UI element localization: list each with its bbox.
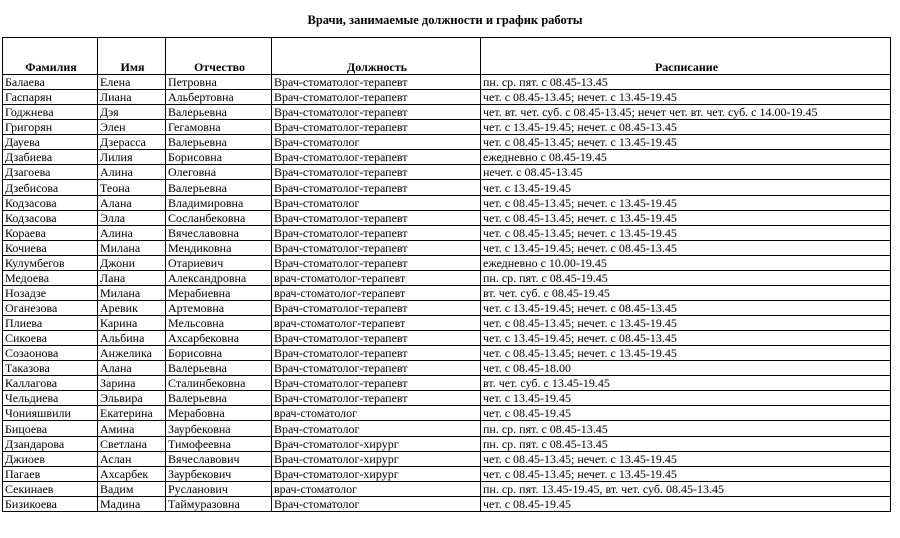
cell-schedule: чет. с 08.45-18.00: [481, 361, 891, 376]
cell-surname: Кочиева: [3, 240, 98, 255]
cell-patronymic: Мерабиевна: [166, 285, 272, 300]
cell-position: Врач-стоматолог: [272, 496, 481, 511]
cell-surname: Созаонова: [3, 346, 98, 361]
table-row: [3, 195, 891, 210]
cell-name: Алина: [98, 225, 166, 240]
cell-schedule: пн. ср. пят. с 08.45-13.45: [481, 436, 891, 451]
cell-patronymic: Валерьевна: [166, 180, 272, 195]
cell-surname: Дауева: [3, 135, 98, 150]
cell-schedule: чет. с 13.45-19.45: [481, 180, 891, 195]
cell-patronymic: Ахсарбековна: [166, 331, 272, 346]
table-row: [3, 270, 891, 285]
table-row: [3, 300, 891, 315]
cell-position: Врач-стоматолог-терапевт: [272, 361, 481, 376]
cell-patronymic: Русланович: [166, 481, 272, 496]
cell-name: Эльвира: [98, 391, 166, 406]
cell-position: Врач-стоматолог-терапевт: [272, 120, 481, 135]
cell-surname: Дзандарова: [3, 436, 98, 451]
table-body: [3, 75, 891, 512]
cell-patronymic: Отариевич: [166, 255, 272, 270]
cell-surname: Оганезова: [3, 300, 98, 315]
table-row: [3, 285, 891, 300]
cell-position: врач-стоматолог-терапевт: [272, 270, 481, 285]
table-row: [3, 135, 891, 150]
cell-patronymic: Тимофеевна: [166, 436, 272, 451]
cell-position: Врач-стоматолог-терапевт: [272, 300, 481, 315]
cell-position: Врач-стоматолог-терапевт: [272, 75, 481, 90]
table-row: [3, 376, 891, 391]
cell-position: Врач-стоматолог-терапевт: [272, 225, 481, 240]
cell-position: Врач-стоматолог: [272, 195, 481, 210]
cell-name: Амина: [98, 421, 166, 436]
cell-schedule: чет. с 08.45-13.45; нечет. с 13.45-19.45: [481, 90, 891, 105]
cell-patronymic: Александровна: [166, 270, 272, 285]
cell-position: Врач-стоматолог-терапевт: [272, 90, 481, 105]
cell-surname: Нозадзе: [3, 285, 98, 300]
cell-position: Врач-стоматолог-терапевт: [272, 210, 481, 225]
cell-schedule: ежедневно с 10.00-19.45: [481, 255, 891, 270]
cell-name: Лиана: [98, 90, 166, 105]
cell-patronymic: Заурбековна: [166, 421, 272, 436]
cell-schedule: чет. с 13.45-19.45; нечет. с 08.45-13.45: [481, 120, 891, 135]
cell-schedule: чет. с 08.45-13.45; нечет. с 13.45-19.45: [481, 195, 891, 210]
cell-surname: Секинаев: [3, 481, 98, 496]
table-row: [3, 361, 891, 376]
cell-patronymic: Сталинбековна: [166, 376, 272, 391]
cell-schedule: чет. с 08.45-13.45; нечет. с 13.45-19.45: [481, 466, 891, 481]
cell-schedule: чет. с 08.45-13.45; нечет. с 13.45-19.45: [481, 346, 891, 361]
cell-name: Милана: [98, 240, 166, 255]
cell-name: Теона: [98, 180, 166, 195]
cell-schedule: ежедневно с 08.45-19.45: [481, 150, 891, 165]
table-row: [3, 481, 891, 496]
cell-surname: Медоева: [3, 270, 98, 285]
cell-position: Врач-стоматолог: [272, 135, 481, 150]
table-row: [3, 165, 891, 180]
cell-name: Элла: [98, 210, 166, 225]
cell-surname: Джиоев: [3, 451, 98, 466]
column-header-surname: Фамилия: [3, 38, 98, 75]
cell-name: Зарина: [98, 376, 166, 391]
cell-position: Врач-стоматолог-терапевт: [272, 180, 481, 195]
cell-position: Врач-стоматолог-хирург: [272, 466, 481, 481]
cell-name: Лана: [98, 270, 166, 285]
table-row: [3, 180, 891, 195]
cell-patronymic: Борисовна: [166, 346, 272, 361]
cell-surname: Дзагоева: [3, 165, 98, 180]
cell-name: Мадина: [98, 496, 166, 511]
table-row: [3, 150, 891, 165]
cell-name: Екатерина: [98, 406, 166, 421]
cell-position: Врач-стоматолог-терапевт: [272, 240, 481, 255]
cell-name: Алана: [98, 195, 166, 210]
table-row: [3, 210, 891, 225]
cell-patronymic: Гегамовна: [166, 120, 272, 135]
cell-name: Аслан: [98, 451, 166, 466]
cell-name: Альбина: [98, 331, 166, 346]
cell-position: Врач-стоматолог-терапевт: [272, 165, 481, 180]
cell-position: Врач-стоматолог-хирург: [272, 451, 481, 466]
cell-patronymic: Валерьевна: [166, 135, 272, 150]
cell-name: Елена: [98, 75, 166, 90]
cell-schedule: чет. с 13.45-19.45: [481, 391, 891, 406]
cell-surname: Бицоева: [3, 421, 98, 436]
table-row: [3, 255, 891, 270]
cell-schedule: чет. с 13.45-19.45; нечет. с 08.45-13.45: [481, 240, 891, 255]
cell-schedule: вт. чет. суб. с 08.45-19.45: [481, 285, 891, 300]
cell-schedule: чет. с 08.45-13.45; нечет. с 13.45-19.45: [481, 451, 891, 466]
cell-patronymic: Валерьевна: [166, 361, 272, 376]
cell-schedule: пн. ср. пят. 13.45-19.45, вт. чет. суб. 08.45-13.45: [481, 481, 891, 496]
cell-name: Милана: [98, 285, 166, 300]
cell-patronymic: Борисовна: [166, 150, 272, 165]
cell-name: Светлана: [98, 436, 166, 451]
cell-position: Врач-стоматолог-хирург: [272, 436, 481, 451]
cell-name: Элен: [98, 120, 166, 135]
table-row: [3, 451, 891, 466]
cell-surname: Балаева: [3, 75, 98, 90]
cell-patronymic: Олеговна: [166, 165, 272, 180]
cell-position: Врач-стоматолог-терапевт: [272, 255, 481, 270]
cell-surname: Дзабиева: [3, 150, 98, 165]
cell-patronymic: Мерабовна: [166, 406, 272, 421]
table-row: [3, 90, 891, 105]
cell-position: Врач-стоматолог-терапевт: [272, 105, 481, 120]
cell-position: Врач-стоматолог: [272, 421, 481, 436]
table-row: [3, 466, 891, 481]
cell-schedule: чет. с 08.45-19.45: [481, 496, 891, 511]
cell-position: Врач-стоматолог-терапевт: [272, 150, 481, 165]
doctors-schedule-table: [2, 37, 891, 512]
cell-surname: Кулумбегов: [3, 255, 98, 270]
cell-schedule: нечет. с 08.45-13.45: [481, 165, 891, 180]
cell-position: врач-стоматолог-терапевт: [272, 285, 481, 300]
table-row: [3, 225, 891, 240]
table-row: [3, 346, 891, 361]
cell-schedule: чет. с 08.45-13.45; нечет. с 13.45-19.45: [481, 225, 891, 240]
cell-schedule: пн. ср. пят. с 08.45-19.45: [481, 270, 891, 285]
cell-surname: Таказова: [3, 361, 98, 376]
cell-schedule: чет. с 13.45-19.45; нечет. с 08.45-13.45: [481, 331, 891, 346]
cell-position: Врач-стоматолог-терапевт: [272, 391, 481, 406]
cell-position: врач-стоматолог: [272, 481, 481, 496]
cell-name: Анжелика: [98, 346, 166, 361]
table-header-row: [3, 38, 891, 75]
cell-surname: Гаспарян: [3, 90, 98, 105]
cell-schedule: чет. с 08.45-13.45; нечет. с 13.45-19.45: [481, 135, 891, 150]
cell-name: Дзерасса: [98, 135, 166, 150]
column-header-name: Имя: [98, 38, 166, 75]
cell-position: Врач-стоматолог-терапевт: [272, 346, 481, 361]
cell-position: Врач-стоматолог-терапевт: [272, 331, 481, 346]
cell-patronymic: Сосланбековна: [166, 210, 272, 225]
cell-schedule: вт. чет. суб. с 13.45-19.45: [481, 376, 891, 391]
table-row: [3, 120, 891, 135]
table-row: [3, 391, 891, 406]
cell-patronymic: Петровна: [166, 75, 272, 90]
cell-surname: Плиева: [3, 316, 98, 331]
cell-schedule: чет. с 08.45-19.45: [481, 406, 891, 421]
table-row: [3, 421, 891, 436]
cell-name: Вадим: [98, 481, 166, 496]
cell-schedule: чет. с 08.45-13.45; нечет. с 13.45-19.45: [481, 210, 891, 225]
column-header-position: Должность: [272, 38, 481, 75]
cell-surname: Каллагова: [3, 376, 98, 391]
cell-name: Аревик: [98, 300, 166, 315]
table-row: [3, 75, 891, 90]
cell-patronymic: Заурбекович: [166, 466, 272, 481]
cell-name: Джони: [98, 255, 166, 270]
cell-patronymic: Мендиковна: [166, 240, 272, 255]
cell-surname: Кодзасова: [3, 195, 98, 210]
table-row: [3, 331, 891, 346]
cell-surname: Кораева: [3, 225, 98, 240]
cell-name: Алина: [98, 165, 166, 180]
cell-patronymic: Альбертовна: [166, 90, 272, 105]
cell-patronymic: Валерьевна: [166, 105, 272, 120]
cell-patronymic: Мельсовна: [166, 316, 272, 331]
cell-surname: Чонияшвили: [3, 406, 98, 421]
table-row: [3, 436, 891, 451]
table-row: [3, 240, 891, 255]
cell-surname: Дзебисова: [3, 180, 98, 195]
cell-name: Дэя: [98, 105, 166, 120]
cell-patronymic: Владимировна: [166, 195, 272, 210]
cell-surname: Кодзасова: [3, 210, 98, 225]
table-row: [3, 496, 891, 511]
table-row: [3, 105, 891, 120]
cell-surname: Годжнева: [3, 105, 98, 120]
document-title: Врачи, занимаемые должности и график работы: [307, 13, 583, 27]
cell-patronymic: Вячеславович: [166, 451, 272, 466]
cell-name: Лилия: [98, 150, 166, 165]
cell-surname: Пагаев: [3, 466, 98, 481]
cell-position: врач-стоматолог: [272, 406, 481, 421]
cell-schedule: чет. с 13.45-19.45; нечет. с 08.45-13.45: [481, 300, 891, 315]
column-header-patronymic: Отчество: [166, 38, 272, 75]
cell-patronymic: Таймуразовна: [166, 496, 272, 511]
cell-patronymic: Артемовна: [166, 300, 272, 315]
column-header-schedule: Расписание: [481, 38, 891, 75]
table-row: [3, 406, 891, 421]
cell-schedule: чет. с 08.45-13.45; нечет. с 13.45-19.45: [481, 316, 891, 331]
cell-patronymic: Валерьевна: [166, 391, 272, 406]
cell-schedule: пн. ср. пят. с 08.45-13.45: [481, 421, 891, 436]
cell-surname: Сикоева: [3, 331, 98, 346]
cell-surname: Григорян: [3, 120, 98, 135]
cell-name: Карина: [98, 316, 166, 331]
table-row: [3, 316, 891, 331]
cell-patronymic: Вячеславовна: [166, 225, 272, 240]
cell-name: Алана: [98, 361, 166, 376]
cell-position: Врач-стоматолог-терапевт: [272, 376, 481, 391]
cell-schedule: пн. ср. пят. с 08.45-13.45: [481, 75, 891, 90]
cell-position: врач-стоматолог-терапевт: [272, 316, 481, 331]
cell-name: Ахсарбек: [98, 466, 166, 481]
cell-schedule: чет. вт. чет. суб. с 08.45-13.45; нечет чет. вт. чет. суб. с 14.00-19.45: [481, 105, 891, 120]
cell-surname: Чельдиева: [3, 391, 98, 406]
cell-surname: Бизикоева: [3, 496, 98, 511]
